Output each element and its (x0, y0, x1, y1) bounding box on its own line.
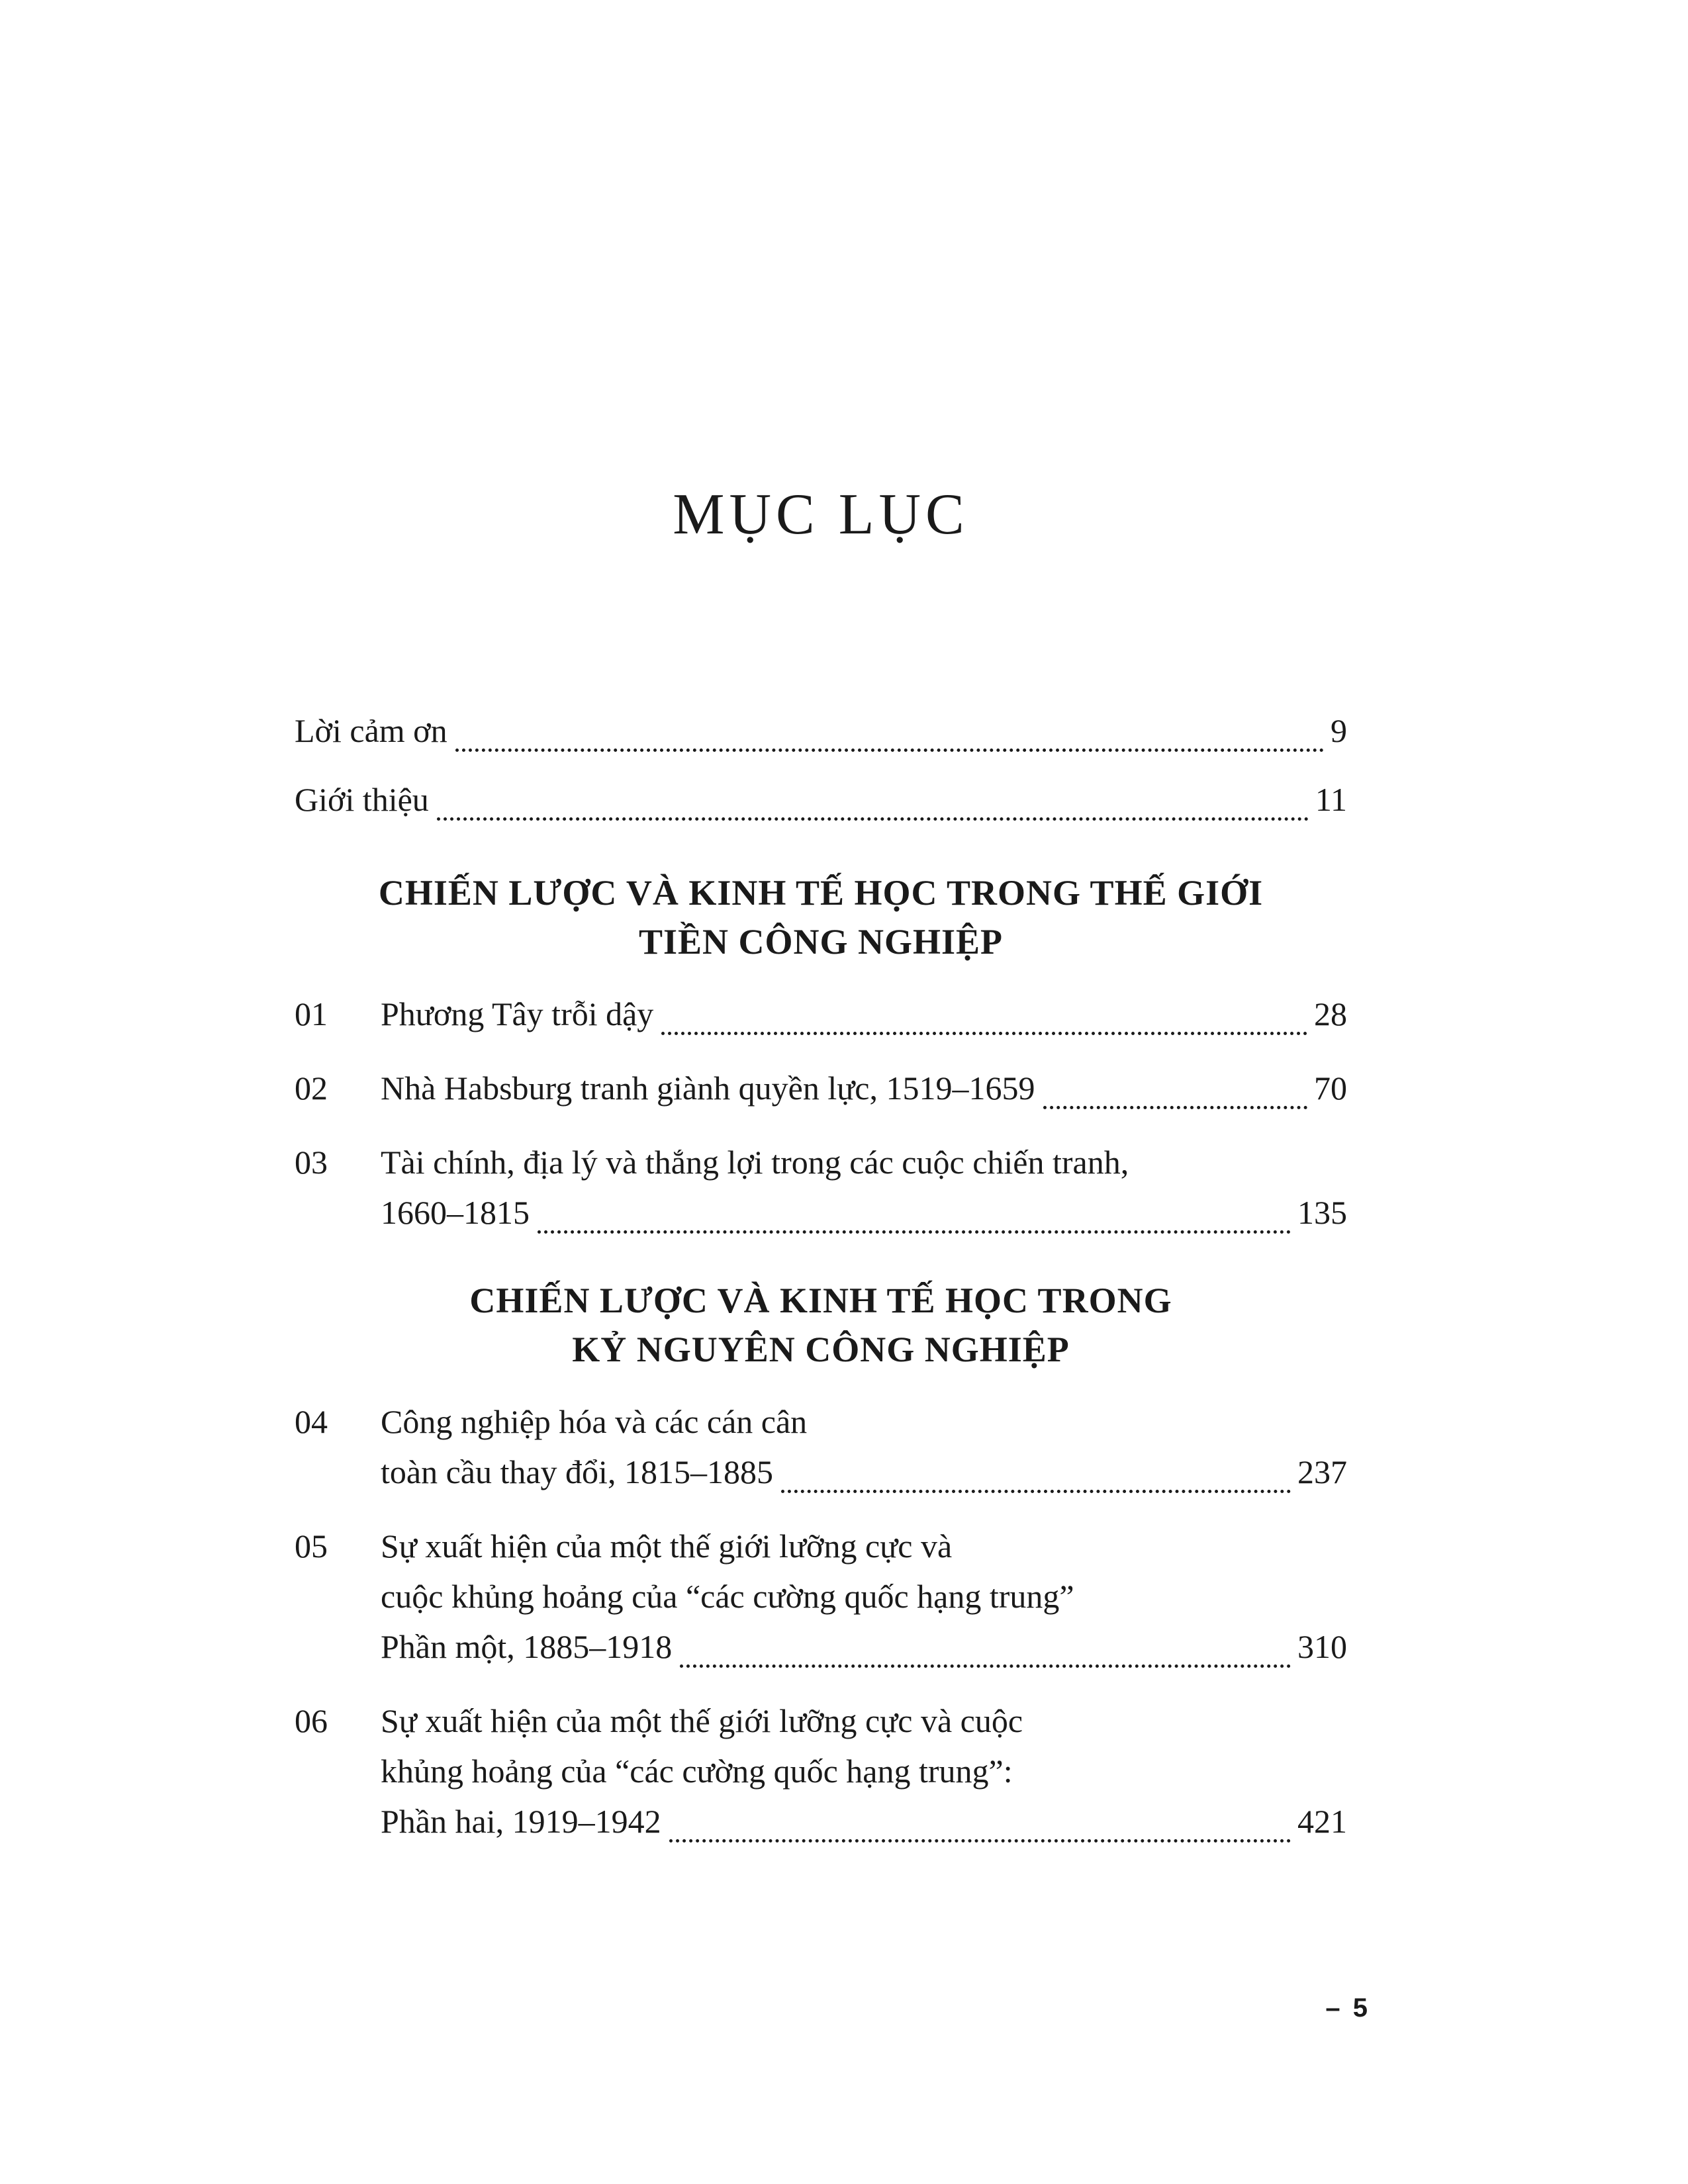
dot-leader (437, 817, 1309, 821)
toc-item (295, 989, 1347, 1039)
entry-label: Giới thiệu (295, 781, 429, 818)
toc-entry (295, 774, 1347, 825)
section-heading-line: CHIẾN LƯỢC VÀ KINH TẾ HỌC TRONG THẾ GIỚI (378, 873, 1264, 913)
chapter-number: 03 (295, 1144, 328, 1181)
chapter-page-number: 70 (1314, 1069, 1347, 1107)
toc-item (295, 1521, 1347, 1672)
chapter-body (381, 1521, 1347, 1672)
chapter-title-line: Sự xuất hiện của một thế giới lưỡng cực và (381, 1527, 953, 1565)
section-heading-line: KỶ NGUYÊN CÔNG NGHIỆP (572, 1330, 1070, 1369)
toc-item (295, 1137, 1347, 1238)
chapter-title-line: khủng hoảng của “các cường quốc hạng trung”: (381, 1752, 1013, 1790)
chapter-number: 04 (295, 1403, 328, 1440)
section-heading-line: TIỀN CÔNG NGHIỆP (638, 922, 1004, 962)
entry-label: Lời cảm ơn (295, 712, 447, 749)
section-heading-line: CHIẾN LƯỢC VÀ KINH TẾ HỌC TRONG (469, 1281, 1172, 1320)
chapter-page-number: 28 (1314, 995, 1347, 1032)
chapter-page-number: 237 (1297, 1453, 1347, 1490)
dot-leader (661, 1032, 1307, 1035)
chapter-title-line: Phần hai, 1919–1942 (381, 1803, 661, 1840)
dot-leader (455, 749, 1324, 752)
dot-leader (1043, 1106, 1307, 1109)
chapter-number: 05 (295, 1527, 328, 1565)
chapter-title-line: Sự xuất hiện của một thế giới lưỡng cực và cuộc (381, 1702, 1023, 1739)
chapter-body (381, 989, 1347, 1039)
chapter-title-line: toàn cầu thay đổi, 1815–1885 (381, 1453, 773, 1490)
toc-item (295, 1063, 1347, 1113)
chapter-title: Nhà Habsburg tranh giành quyền lực, 1519–1659 (381, 1069, 1035, 1107)
chapter-body (381, 1063, 1347, 1113)
page-title: MỤC LỤC (673, 482, 969, 547)
toc-entry (295, 705, 1347, 756)
toc-content (295, 0, 1347, 1870)
chapter-title-line: cuộc khủng hoảng của “các cường quốc hạng trung” (381, 1578, 1074, 1615)
chapter-body (381, 1396, 1347, 1497)
dot-leader (680, 1664, 1291, 1668)
dot-leader (669, 1839, 1291, 1843)
chapter-page-number: 310 (1297, 1628, 1347, 1665)
entry-page-number: 9 (1331, 712, 1347, 749)
chapter-title-line: Tài chính, địa lý và thắng lợi trong các cuộc chiến tranh, (381, 1144, 1129, 1181)
section-heading-industrial (295, 1276, 1347, 1374)
entry-page-number: 11 (1315, 781, 1347, 818)
chapter-number: 06 (295, 1702, 328, 1739)
chapter-title: Phương Tây trỗi dậy (381, 995, 654, 1032)
chapter-number: 02 (295, 1069, 328, 1107)
chapter-body (381, 1696, 1347, 1846)
toc-item (295, 1396, 1347, 1497)
chapter-body (381, 1137, 1347, 1238)
footer-page-number: – 5 (1325, 1993, 1370, 2023)
section-heading-preindustrial (295, 868, 1347, 966)
dot-leader (781, 1490, 1291, 1493)
chapter-title-line: Phần một, 1885–1918 (381, 1628, 673, 1665)
chapter-title-line: 1660–1815 (381, 1194, 530, 1231)
toc-item (295, 1696, 1347, 1846)
front-matter-entries (295, 705, 1347, 825)
chapter-title-line: Công nghiệp hóa và các cán cân (381, 1403, 808, 1440)
chapter-page-number: 421 (1297, 1803, 1347, 1840)
chapter-page-number: 135 (1297, 1194, 1347, 1231)
dot-leader (538, 1230, 1291, 1234)
chapter-number: 01 (295, 995, 328, 1032)
